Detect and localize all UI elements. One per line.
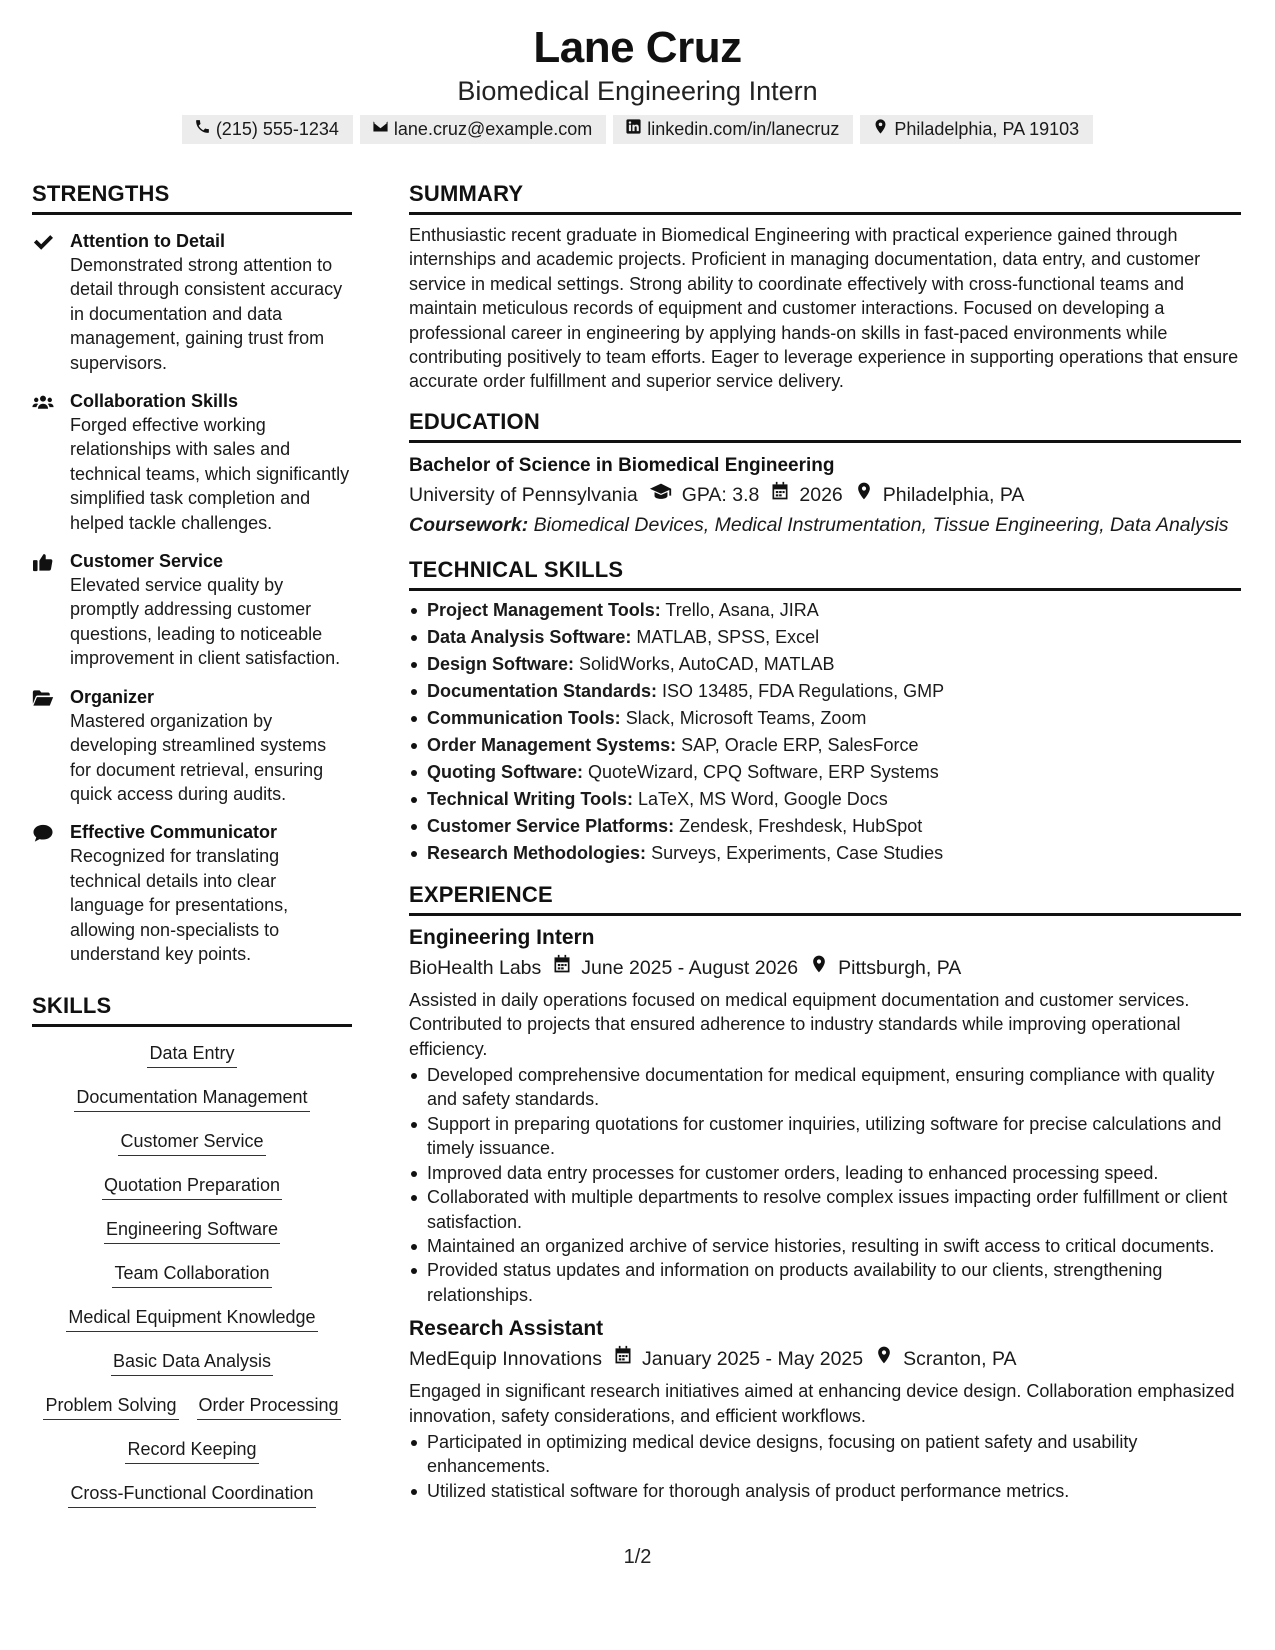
calendar-icon [602,1345,642,1373]
skill-tag: Cross-Functional Coordination [68,1481,315,1508]
gpa: GPA: 3.8 [681,483,760,506]
contact-email[interactable] [360,115,606,144]
job-meta [409,954,1241,982]
technical-skills-heading: TECHNICAL SKILLS [409,556,1241,591]
list-item [409,813,1241,840]
skill-value: QuoteWizard, CPQ Software, ERP Systems [588,761,939,782]
skills-list [32,1041,352,1508]
list-item [409,840,1241,867]
education-heading: EDUCATION [409,408,1241,443]
strength-text: Demonstrated strong attention to detail through consistent accuracy in documentation and data management, gaining trust from supervisors. [70,255,343,373]
skill-value: LaTeX, MS Word, Google Docs [638,788,888,809]
skill-label: Project Management Tools: [427,599,661,620]
skill-label: Documentation Standards: [427,680,658,701]
list-item: Maintained an organized archive of service histories, resulting in swift access to critical documents. [409,1234,1241,1258]
summary-heading: SUMMARY [409,180,1241,215]
skill-label: Quoting Software: [427,761,583,782]
envelope-icon [372,118,389,140]
contact-linkedin-text: linkedin.com/in/lanecruz [647,119,840,139]
job-description: Assisted in daily operations focused on medical equipment documentation and customer services. Contributed to projects that ensured adherence to industry standards while improving operational efficiency. [409,989,1190,1059]
skill-tag: Team Collaboration [112,1261,271,1288]
job-bullets [409,1063,1241,1307]
skill-tag: Quotation Preparation [102,1173,282,1200]
list-item [409,597,1241,624]
degree-title: Bachelor of Science in Biomedical Engineering [409,454,835,476]
skill-label: Communication Tools: [427,707,621,728]
skill-tag: Problem Solving [43,1393,178,1420]
job-title: Engineering Intern [409,925,595,949]
technical-skills-section [409,556,1241,867]
speech-bubble-icon [32,820,70,966]
coursework-list: Biomedical Devices, Medical Instrumentation, Tissue Engineering, Data Analysis [533,513,1229,536]
list-item: Developed comprehensive documentation for medical equipment, ensuring compliance with quality and safety standards. [409,1063,1241,1112]
skill-tag: Data Entry [147,1041,236,1068]
skill-tag: Medical Equipment Knowledge [66,1305,317,1332]
strength-text: Recognized for translating technical details into clear language for presentations, allowing non-specialists to understand key points. [70,846,289,964]
skill-label: Design Software: [427,653,575,674]
strength-text: Elevated service quality by promptly addressing customer questions, leading to noticeable improvement in client satisfaction. [70,575,341,669]
contact-phone-text: (215) 555-1234 [215,119,339,139]
list-item [409,651,1241,678]
skill-label: Customer Service Platforms: [427,815,675,836]
map-pin-icon [863,1345,903,1373]
list-item [409,705,1241,732]
skill-tag: Order Processing [197,1393,341,1420]
skill-label: Order Management Systems: [427,734,677,755]
calendar-icon [759,481,799,509]
education-meta [409,481,1241,509]
strength-title: Collaboration Skills [70,391,239,412]
list-item: Support in preparing quotations for customer inquiries, utilizing software for precise calculations and timely issuance. [409,1112,1241,1161]
experience-heading: EXPERIENCE [409,881,1241,916]
education-section [409,408,1241,538]
skill-value: Slack, Microsoft Teams, Zoom [625,707,867,728]
skill-tag: Record Keeping [125,1437,258,1464]
skill-label: Research Methodologies: [427,842,647,863]
graduation-cap-icon [638,481,682,509]
skill-tag: Customer Service [118,1129,265,1156]
list-item [409,732,1241,759]
job-entry [409,1315,1241,1503]
skill-tag: Engineering Software [104,1217,280,1244]
skill-value: Zendesk, Freshdesk, HubSpot [679,815,923,836]
users-icon [32,389,70,535]
job-meta [409,1345,1241,1373]
job-title: Research Assistant [409,1317,604,1341]
strength-text: Forged effective working relationships with sales and technical teams, which significantly simplified task completion and helped tackle challenges. [70,415,350,533]
strength-title: Attention to Detail [70,231,225,251]
strength-title: Organizer [70,686,155,707]
calendar-icon [541,954,581,982]
list-item: Utilized statistical software for thorough analysis of product performance metrics. [409,1479,1241,1503]
strength-item [32,229,352,375]
job-dates: June 2025 - August 2026 [581,956,799,979]
skill-value: MATLAB, SPSS, Excel [636,626,820,647]
strength-item [32,389,352,535]
contact-phone[interactable] [182,115,353,144]
strength-text: Mastered organization by developing streamlined systems for document retrieval, ensuring quick access during audits. [70,710,327,804]
job-description: Engaged in significant research initiatives aimed at enhancing device design. Collaboration emphasized innovation, safety considerations, and efficient workflows. [409,1381,1235,1426]
skill-label: Technical Writing Tools: [427,788,634,809]
school-location: Philadelphia, PA [882,483,1025,506]
coursework-label: Coursework: [409,513,529,536]
skill-value: Surveys, Experiments, Case Studies [651,842,944,863]
list-item: Provided status updates and information on products availability to our clients, strengthening relationships. [409,1258,1241,1307]
linkedin-icon [625,118,642,140]
list-item [409,678,1241,705]
page-number: 1/2 [623,1546,652,1568]
candidate-title: Biomedical Engineering Intern [457,76,818,106]
experience-section [409,881,1241,1503]
candidate-name: Lane Cruz [533,23,742,72]
contact-location [860,115,1093,144]
map-pin-icon [843,481,883,509]
job-bullets [409,1430,1241,1503]
skill-label: Data Analysis Software: [427,626,632,647]
company-name: MedEquip Innovations [409,1348,602,1371]
graduation-year: 2026 [799,483,843,506]
job-entry [409,924,1241,1307]
coursework [409,513,1241,538]
right-column [409,180,1241,1503]
skill-value: Trello, Asana, JIRA [665,599,819,620]
strengths-heading: STRENGTHS [32,180,352,215]
map-pin-icon [798,954,838,982]
list-item: Collaborated with multiple departments to resolve complex issues impacting order fulfillment or client satisfaction. [409,1185,1241,1234]
contact-email-text: lane.cruz@example.com [393,119,593,139]
contact-bar [0,115,1275,144]
list-item: Improved data entry processes for customer orders, leading to enhanced processing speed. [409,1161,1241,1185]
skill-tag: Basic Data Analysis [111,1349,273,1376]
company-name: BioHealth Labs [409,956,542,979]
list-item [409,624,1241,651]
strength-title: Customer Service [70,551,224,572]
map-pin-icon [872,118,889,140]
list-item [409,786,1241,813]
contact-location-text: Philadelphia, PA 19103 [894,119,1080,139]
strength-item [32,685,352,807]
checkmark-icon [32,229,70,375]
strength-item [32,820,352,966]
technical-skills-list [409,597,1241,867]
skills-heading: SKILLS [32,992,352,1027]
skill-tag: Documentation Management [74,1085,309,1112]
left-column [32,180,352,1508]
job-location: Pittsburgh, PA [838,956,962,979]
skill-value: SAP, Oracle ERP, SalesForce [681,734,919,755]
list-item: Participated in optimizing medical device designs, focusing on patient safety and usability enhancements. [409,1430,1241,1479]
skill-value: SolidWorks, AutoCAD, MATLAB [579,653,835,674]
thumbs-up-icon [32,549,70,671]
school-name: University of Pennsylvania [409,483,638,506]
contact-linkedin[interactable] [613,115,853,144]
job-location: Scranton, PA [903,1348,1017,1371]
strength-item [32,549,352,671]
folder-open-icon [32,685,70,807]
job-dates: January 2025 - May 2025 [641,1348,864,1371]
skill-value: ISO 13485, FDA Regulations, GMP [662,680,945,701]
phone-icon [194,118,211,140]
list-item [409,759,1241,786]
strength-title: Effective Communicator [70,822,278,843]
summary-text: Enthusiastic recent graduate in Biomedical Engineering with practical experience gained through internships and academic projects. Proficient in managing documentation, data entry, and customer service in medical settings. Strong ability to coordinate effectively with cross-functional teams and maintain meticulous records of equipment and customer interactions. Focused on developing a professional career in engineering by applying hands-on skills in fast-paced environments while contributing positively to team efforts. Eager to leverage experience in supporting operations that ensure accurate order fulfillment and superior service delivery. [409,225,1239,392]
resume-header [0,22,1275,144]
